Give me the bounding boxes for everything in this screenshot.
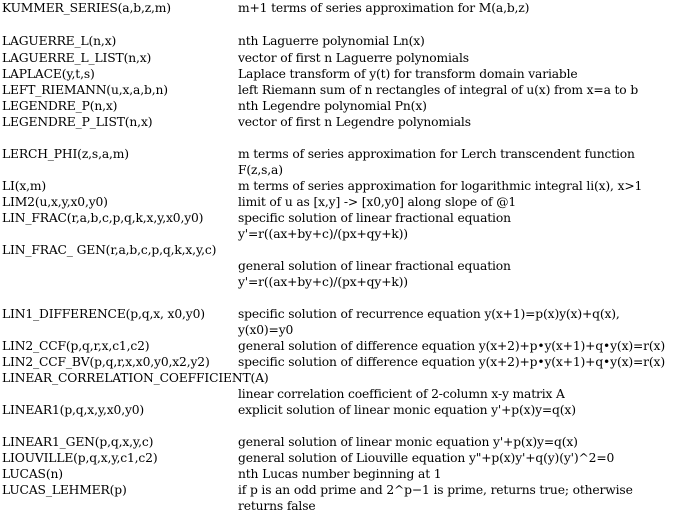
function-description: limit of u as [x,y] -> [x0,y0] along slope of @1	[238, 195, 517, 209]
function-signature: LEGENDRE_P(n,x)	[2, 99, 118, 113]
function-description: Laplace transform of y(t) for transform domain variable	[238, 67, 578, 81]
function-description: y'=r((ax+by+c)/(px+qy+k))	[238, 275, 408, 289]
function-signature: LIN1_DIFFERENCE(p,q,x, x0,y0)	[2, 307, 205, 321]
function-description: m terms of series approximation for logarithmic integral li(x), x>1	[238, 179, 643, 193]
function-signature: LIM2(u,x,y,x0,y0)	[2, 195, 108, 209]
function-description: vector of first n Laguerre polynomials	[238, 51, 469, 65]
function-signature: LINEAR1(p,q,x,y,x0,y0)	[2, 403, 145, 417]
function-signature: LI(x,m)	[2, 179, 47, 193]
function-description: nth Laguerre polynomial Ln(x)	[238, 34, 425, 48]
function-signature: LIOUVILLE(p,q,x,y,c1,c2)	[2, 451, 158, 465]
function-signature: LUCAS(n)	[2, 467, 63, 481]
function-description: explicit solution of linear monic equation y'+p(x)y=q(x)	[238, 403, 576, 417]
function-description: if p is an odd prime and 2^p−1 is prime, returns true; otherwise	[238, 483, 633, 497]
function-description: returns false	[238, 499, 316, 513]
function-signature: KUMMER_SERIES(a,b,z,m)	[2, 1, 171, 15]
function-signature: LEGENDRE_P_LIST(n,x)	[2, 115, 153, 129]
function-signature: LEFT_RIEMANN(u,x,a,b,n)	[2, 83, 168, 97]
function-description: specific solution of linear fractional equation	[238, 211, 511, 225]
function-signature: LINEAR1_GEN(p,q,x,y,c)	[2, 435, 154, 449]
function-signature: LAPLACE(y,t,s)	[2, 67, 95, 81]
function-description: general solution of difference equation y(x+2)+p•y(x+1)+q•y(x)=r(x)	[238, 339, 665, 353]
function-signature: LIN2_CCF(p,q,r,x,c1,c2)	[2, 339, 150, 353]
function-signature: LIN2_CCF_BV(p,q,r,x,x0,y0,x2,y2)	[2, 355, 210, 369]
function-signature: LINEAR_CORRELATION_COEFFICIENT(A)	[2, 371, 269, 385]
function-signature: LIN_FRAC_ GEN(r,a,b,c,p,q,k,x,y,c)	[2, 243, 217, 257]
function-signature: LIN_FRAC(r,a,b,c,p,q,k,x,y,x0,y0)	[2, 211, 204, 225]
function-description: linear correlation coefficient of 2-column x-y matrix A	[238, 387, 565, 401]
function-description: m terms of series approximation for Lerch transcendent function	[238, 147, 635, 161]
function-description: specific solution of recurrence equation y(x+1)=p(x)y(x)+q(x),	[238, 307, 620, 321]
function-description: nth Lucas number beginning at 1	[238, 467, 442, 481]
function-signature: LAGUERRE_L_LIST(n,x)	[2, 51, 152, 65]
function-description: general solution of linear monic equation y'+p(x)y=q(x)	[238, 435, 578, 449]
function-description: general solution of Liouville equation y"+p(x)y'+q(y)(y')^2=0	[238, 451, 615, 465]
function-signature: LAGUERRE_L(n,x)	[2, 34, 117, 48]
function-description: y'=r((ax+by+c)/(px+qy+k))	[238, 227, 408, 241]
function-description: left Riemann sum of n rectangles of integral of u(x) from x=a to b	[238, 83, 639, 97]
function-signature: LERCH_PHI(z,s,a,m)	[2, 147, 129, 161]
function-description: specific solution of difference equation y(x+2)+p•y(x+1)+q•y(x)=r(x)	[238, 355, 665, 369]
function-description: vector of first n Legendre polynomials	[238, 115, 471, 129]
function-description: m+1 terms of series approximation for M(a,b,z)	[238, 1, 530, 15]
function-description: general solution of linear fractional equation	[238, 259, 511, 273]
function-description: nth Legendre polynomial Pn(x)	[238, 99, 427, 113]
function-description: y(x0)=y0	[238, 323, 294, 337]
function-description: F(z,s,a)	[238, 163, 283, 177]
function-signature: LUCAS_LEHMER(p)	[2, 483, 127, 497]
